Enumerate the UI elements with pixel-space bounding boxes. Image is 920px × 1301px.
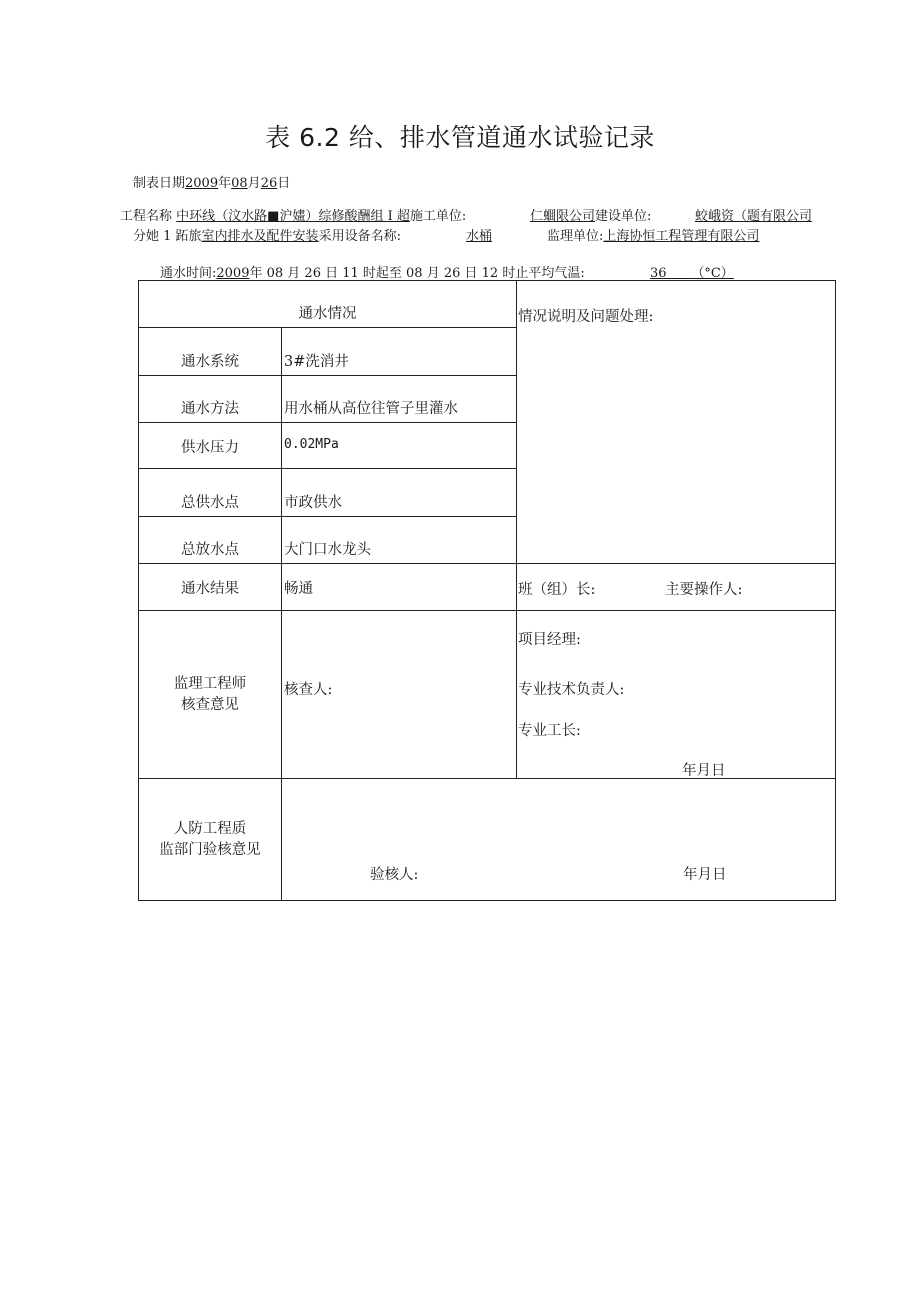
- main-operator-label: 主要操作人:: [665, 582, 743, 598]
- tech-lead-label: 专业技术负责人:: [518, 682, 625, 698]
- signoff-cell: [517, 611, 836, 779]
- water-time-line: [160, 262, 585, 281]
- year-unit: 年: [218, 176, 232, 191]
- supervisor-label-line1: 监理工程师: [173, 675, 247, 692]
- verify-cell: [282, 779, 836, 901]
- table-date-line: [133, 172, 290, 191]
- row-label: 通水方法: [139, 376, 282, 423]
- project-line: [120, 205, 466, 224]
- construction-label: 施工单位:: [409, 209, 467, 224]
- foreman-label: 专业工长:: [518, 723, 581, 739]
- time-range: 年 08 月 26 日 11 时起至 08 月 26 日 12 时止平均气温:: [249, 266, 585, 281]
- team-cell: [517, 564, 836, 611]
- row-value: 畅通: [282, 564, 517, 611]
- supervisor-unit: 上海协恒工程管理有限公司: [603, 229, 760, 244]
- supervisor-opinion-label: [139, 611, 282, 779]
- civil-label-line1: 人防工程质: [173, 820, 247, 837]
- verifier-label: 验核人:: [370, 867, 419, 883]
- section-header: 通水情况: [298, 306, 357, 322]
- project-manager-label: 项目经理:: [518, 632, 581, 648]
- section-header-cell: [139, 281, 517, 328]
- date-day: 26: [260, 176, 278, 191]
- checker-cell: [282, 611, 517, 779]
- signoff-date: 年月日: [682, 763, 726, 779]
- project-label: 工程名称: [120, 209, 173, 224]
- date-label: 制表日期: [133, 176, 186, 191]
- row-label: 通水结果: [139, 564, 282, 611]
- equipment-name-wrap: [466, 225, 492, 244]
- time-prefix: 通水时间:: [160, 266, 217, 281]
- row-value: 0.02MPa: [282, 423, 517, 469]
- day-unit: 日: [277, 176, 291, 191]
- row-value: 用水桶从高位往管子里灌水: [282, 376, 517, 423]
- supervisor-label: 监理单位:: [547, 229, 604, 244]
- subitem-name: 室内排水及配件安装: [201, 229, 319, 244]
- builder-unit: 蛟峨资（题有限公司: [695, 209, 813, 224]
- date-year: 2009: [185, 176, 219, 191]
- subitem-line: [133, 225, 401, 244]
- supervisor-line: [547, 225, 759, 244]
- water-test-table: [138, 280, 836, 901]
- notes-header: 情况说明及问题处理:: [518, 309, 654, 325]
- subitem-label: 分她 1 跖旅: [133, 229, 202, 244]
- construction-builder-line: [530, 205, 651, 224]
- page-title: 表 6.2 给、排水管道通水试验记录: [265, 123, 655, 152]
- construction-unit: 仁蜖限公司: [530, 209, 596, 224]
- project-name: 中环线（汶水路■沪嫿）综修酸酬组 I 超: [176, 209, 410, 224]
- builder-label: 建设单位:: [595, 209, 652, 224]
- civil-defense-opinion-label: [139, 779, 282, 901]
- checker-label: 核查人:: [284, 682, 333, 698]
- temperature-value: 36 （°C）: [650, 266, 734, 281]
- equipment-label: 采用设备名称:: [318, 229, 401, 244]
- team-leader-label: 班（组）长:: [518, 582, 596, 598]
- row-label: 供水压力: [139, 423, 282, 469]
- equipment-name: 水桶: [466, 229, 493, 244]
- row-label: 通水系统: [139, 328, 282, 376]
- month-unit: 月: [247, 176, 261, 191]
- notes-cell: [517, 281, 836, 564]
- supervisor-label-line2: 核查意见: [181, 696, 239, 713]
- row-label: 总供水点: [139, 469, 282, 517]
- row-label: 总放水点: [139, 517, 282, 564]
- date-month: 08: [231, 176, 248, 191]
- verify-date: 年月日: [683, 867, 727, 883]
- civil-label-line2: 监部门验核意见: [159, 841, 261, 858]
- time-year: 2009: [216, 266, 250, 281]
- row-value: 大门口水龙头: [282, 517, 517, 564]
- temperature-wrap: [650, 262, 734, 281]
- row-value: 市政供水: [282, 469, 517, 517]
- builder-unit-line: [695, 205, 812, 224]
- row-value: 3#洗消井: [282, 328, 517, 376]
